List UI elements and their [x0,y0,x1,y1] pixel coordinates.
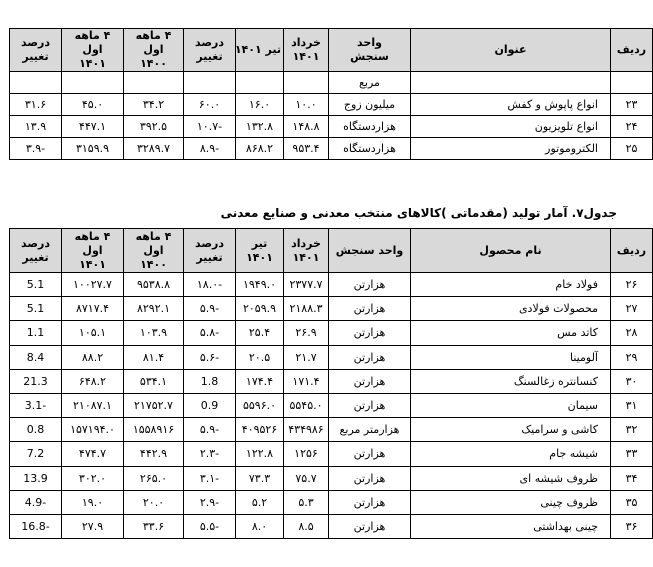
cell-vahed: هزارمتر مربع [329,418,411,442]
cell-tir: ۲۰.۵ [236,345,284,369]
cell-4month-1401: ۸۸.۲ [62,345,124,369]
cell-khordad: ۲۱۸۸.۳ [284,297,329,321]
cell-radif [611,72,653,94]
cell-4month-1400: ۸۱.۴ [124,345,184,369]
cell-khordad: ۵.۳ [284,490,329,514]
header-tir: تیر ۱۴۰۱ [236,229,284,273]
cell-4month-1400: ۳۴.۲ [124,94,184,116]
cell-khordad: ۷۵.۷ [284,466,329,490]
cell-vahed: هزارتن [329,514,411,538]
cell-tir: ۱۷۴.۴ [236,369,284,393]
cell-tir: ۲۵.۴ [236,321,284,345]
cell-4month-1401: ۱۰۰۲۷.۷ [62,273,124,297]
cell-4month-1401: ۴۵.۰ [62,94,124,116]
header-darsad-1: درصد تغییر [184,29,236,72]
cell-darsad-2: -3.1 [10,393,62,417]
cell-name: کنسانتره زغالسنگ [411,369,611,393]
cell-vahed: هزارتن [329,297,411,321]
cell-darsad-1: -۳.۱ [184,466,236,490]
header-4month-1401: ۴ ماهه اول ۱۴۰۱ [62,229,124,273]
table-row [10,393,653,417]
cell-darsad-1 [184,72,236,94]
cell-4month-1400: ۹۵۳۸.۸ [124,273,184,297]
cell-darsad-2: 7.2 [10,442,62,466]
cell-4month-1401: ۱۹.۰ [62,490,124,514]
table-1-header-row [10,29,653,72]
cell-radif: ۳۰ [611,369,653,393]
cell-khordad: ۱۷۱.۴ [284,369,329,393]
cell-4month-1400: ۸۲۹۲.۱ [124,297,184,321]
header-khordad: خرداد ۱۴۰۱ [284,229,329,273]
cell-name: شیشه جام [411,442,611,466]
cell-radif: ۳۵ [611,490,653,514]
cell-tir: ۴۰۹۵۲۶ [236,418,284,442]
header-darsad-2: درصد تغییر [10,29,62,72]
cell-4month-1401: ۴۷۴.۷ [62,442,124,466]
table-row [10,138,653,160]
cell-name: سیمان [411,393,611,417]
cell-radif: ۳۳ [611,442,653,466]
cell-4month-1401: ۳۱۵۹.۹ [62,138,124,160]
cell-darsad-1: -۵.۸ [184,321,236,345]
cell-vahed: هزارتن [329,393,411,417]
cell-darsad-2: -16.8 [10,514,62,538]
cell-4month-1400: ۱۵۵۸۹۱۶ [124,418,184,442]
cell-khordad: ۲۶.۹ [284,321,329,345]
cell-darsad-1: -۲.۳ [184,442,236,466]
cell-tir: ۵۵۹۶.۰ [236,393,284,417]
cell-khordad: ۵۵۴۵.۰ [284,393,329,417]
cell-4month-1400: ۳۹۲.۵ [124,116,184,138]
header-darsad-2: درصد تغییر [10,229,62,273]
cell-name: کاتد مس [411,321,611,345]
cell-darsad-2: 5.1 [10,297,62,321]
cell-name: چینی بهداشتی [411,514,611,538]
cell-4month-1401: ۸۷۱۷.۴ [62,297,124,321]
cell-tir: ۸.۰ [236,514,284,538]
cell-tir: ۱۲۲.۸ [236,442,284,466]
cell-radif: ۲۴ [611,116,653,138]
cell-tir: ۸۶۸.۲ [236,138,284,160]
table-row [10,418,653,442]
cell-darsad-1: -۵.۵ [184,514,236,538]
table-row [10,514,653,538]
table-row [10,490,653,514]
cell-darsad-2: 5.1 [10,273,62,297]
cell-radif: ۲۳ [611,94,653,116]
cell-4month-1401: ۳۰۲.۰ [62,466,124,490]
cell-darsad-2 [10,72,62,94]
header-4month-1400: ۴ ماهه اول ۱۴۰۰ [124,29,184,72]
cell-khordad: ۱۲۵۶ [284,442,329,466]
table-row [10,297,653,321]
cell-tir: ۷۳.۳ [236,466,284,490]
cell-vahed: هزارتن [329,490,411,514]
cell-khordad: ۱۰.۰ [284,94,329,116]
cell-onvan: الکتروموتور [411,138,611,160]
header-vahed: واحد سنجش [329,229,411,273]
cell-tir [236,72,284,94]
cell-darsad-2: ۱۳.۹ [10,116,62,138]
cell-radif: ۳۱ [611,393,653,417]
header-khordad: خرداد ۱۴۰۱ [284,29,329,72]
table-row [10,94,653,116]
cell-darsad-1: -۵.۶ [184,345,236,369]
table-2-header-row [10,229,653,273]
cell-darsad-1: -۱۰.۷ [184,116,236,138]
cell-vahed: هزارتن [329,345,411,369]
cell-vahed: هزارتن [329,273,411,297]
cell-name: ظروف چینی [411,490,611,514]
cell-4month-1400: ۲۰.۰ [124,490,184,514]
cell-name: آلومینا [411,345,611,369]
cell-darsad-1: -۱۸.۰ [184,273,236,297]
cell-onvan: انواع پاپوش و کفش [411,94,611,116]
cell-tir: ۱۳۲.۸ [236,116,284,138]
header-4month-1400: ۴ ماهه اول ۱۴۰۰ [124,229,184,273]
header-tir: تیر ۱۴۰۱ [236,29,284,72]
cell-4month-1400: ۲۶۵.۰ [124,466,184,490]
table-row [10,116,653,138]
cell-radif: ۳۶ [611,514,653,538]
cell-darsad-1: 1.8 [184,369,236,393]
cell-tir: ۱۶.۰ [236,94,284,116]
cell-khordad: ۹۵۳.۴ [284,138,329,160]
cell-vahed: هزارتن [329,466,411,490]
table-row [10,321,653,345]
cell-name: فولاد خام [411,273,611,297]
cell-radif: ۲۷ [611,297,653,321]
cell-darsad-1: 0.9 [184,393,236,417]
cell-name: کاشی و سرامیک [411,418,611,442]
cell-vahed: هزارتن [329,321,411,345]
table-row [10,72,653,94]
table-2-title: جدول۷. آمار تولید (مقدماتی )کالاهای منتخب معدنی و صنایع معدنی [220,206,617,220]
cell-4month-1400: ۱۰۳.۹ [124,321,184,345]
cell-4month-1400: ۳۲۸۹.۷ [124,138,184,160]
table-1 [9,28,653,160]
cell-vahed: هزاردستگاه [329,138,411,160]
header-4month-1401: ۴ ماهه اول ۱۴۰۱ [62,29,124,72]
header-radif: ردیف [611,29,653,72]
header-darsad-1: درصد تغییر [184,229,236,273]
cell-tir: ۱۹۴۹.۰ [236,273,284,297]
header-radif: ردیف [611,229,653,273]
cell-onvan [411,72,611,94]
cell-radif: ۲۹ [611,345,653,369]
cell-radif: ۳۴ [611,466,653,490]
cell-khordad: ۸.۵ [284,514,329,538]
cell-darsad-1: -۵.۹ [184,297,236,321]
cell-darsad-2: 13.9 [10,466,62,490]
cell-4month-1401: ۲۷.۹ [62,514,124,538]
cell-4month-1401: ۲۱۰۸۷.۱ [62,393,124,417]
header-vahed: واحد سنجش [329,29,411,72]
cell-darsad-1: -۲.۹ [184,490,236,514]
cell-khordad: ۴۳۴۹۸۶ [284,418,329,442]
cell-4month-1401: ۱۰۵.۱ [62,321,124,345]
cell-darsad-2: -۳.۹ [10,138,62,160]
cell-radif: ۲۸ [611,321,653,345]
cell-4month-1401: ۴۴۷.۱ [62,116,124,138]
table-row [10,466,653,490]
cell-khordad: ۲۳۷۷.۷ [284,273,329,297]
table-row [10,345,653,369]
cell-vahed: هزارتن [329,442,411,466]
cell-tir: ۲۰۵۹.۹ [236,297,284,321]
cell-darsad-2: 0.8 [10,418,62,442]
table-2 [9,228,653,539]
cell-darsad-1: -۸.۹ [184,138,236,160]
cell-vahed: مربع [329,72,411,94]
cell-khordad: ۲۱.۷ [284,345,329,369]
cell-vahed: میلیون زوج [329,94,411,116]
cell-4month-1401: ۶۴۸.۲ [62,369,124,393]
cell-tir: ۵.۲ [236,490,284,514]
cell-4month-1400: ۵۳۴.۱ [124,369,184,393]
cell-darsad-2: 21.3 [10,369,62,393]
cell-vahed: هزارتن [329,369,411,393]
header-name: نام محصول [411,229,611,273]
cell-vahed: هزاردستگاه [329,116,411,138]
header-onvan: عنوان [411,29,611,72]
cell-4month-1400: ۲۱۷۵۲.۷ [124,393,184,417]
cell-4month-1400: ۳۳.۶ [124,514,184,538]
cell-khordad: ۱۴۸.۸ [284,116,329,138]
table-row [10,369,653,393]
cell-darsad-2: -4.9 [10,490,62,514]
cell-onvan: انواع تلویزیون [411,116,611,138]
cell-darsad-1: ۶۰.۰ [184,94,236,116]
cell-darsad-2: ۳۱.۶ [10,94,62,116]
cell-name: محصولات فولادی [411,297,611,321]
cell-radif: ۲۵ [611,138,653,160]
cell-radif: ۳۲ [611,418,653,442]
cell-radif: ۲۶ [611,273,653,297]
table-row [10,273,653,297]
cell-4month-1401: ۱۵۷۱۹۴.۰ [62,418,124,442]
table-row [10,442,653,466]
cell-name: ظروف شیشه ای [411,466,611,490]
cell-khordad [284,72,329,94]
cell-4month-1400 [124,72,184,94]
cell-darsad-2: 1.1 [10,321,62,345]
cell-darsad-1: -۵.۹ [184,418,236,442]
cell-darsad-2: 8.4 [10,345,62,369]
cell-4month-1400: ۴۴۲.۹ [124,442,184,466]
cell-4month-1401 [62,72,124,94]
